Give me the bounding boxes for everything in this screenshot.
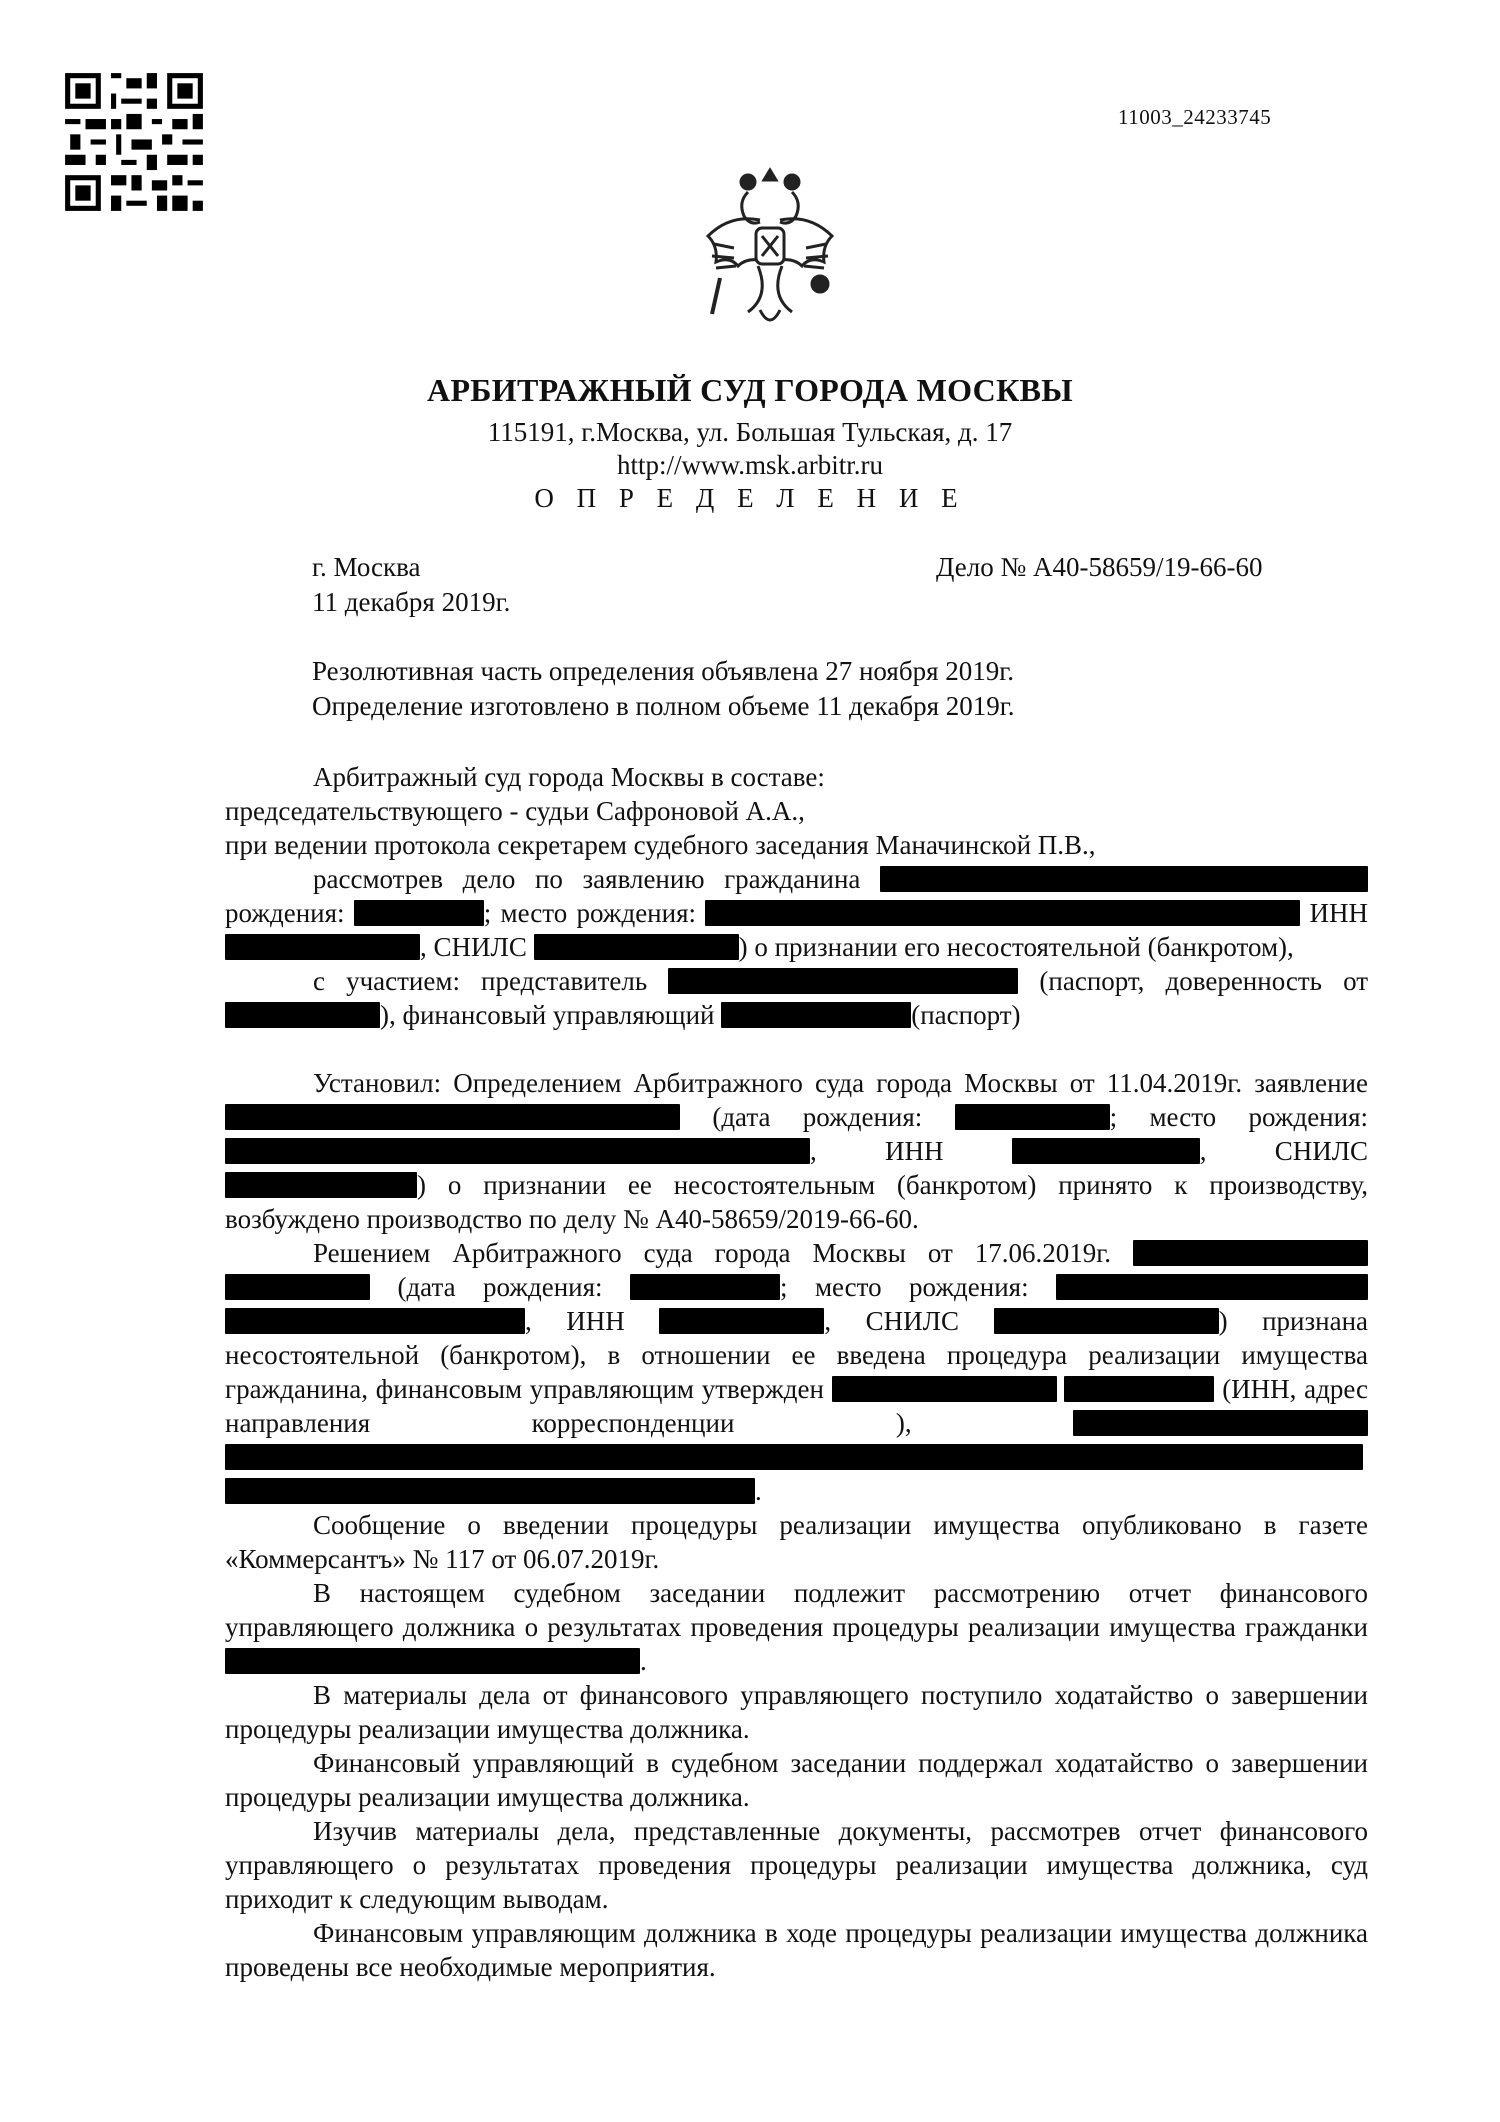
redaction-block	[705, 900, 1300, 926]
court-address: 115191, г.Москва, ул. Большая Тульская, д. 17	[487, 417, 1013, 447]
qr-code	[60, 68, 208, 216]
text: ; место рождения:	[483, 898, 696, 928]
text: с участием: представитель	[313, 966, 648, 996]
announce-line-2: Определение изготовлено в полном объеме 11 декабря 2019г.	[312, 691, 1015, 721]
document-title: О П Р Е Д Е Л Е Н И Е	[534, 483, 966, 513]
text: (паспорт, доверенность от	[1039, 966, 1369, 996]
redaction-block	[1056, 1274, 1368, 1300]
paragraph-established-2	[225, 1236, 1368, 1508]
redaction-block	[668, 968, 1018, 994]
redaction-block	[225, 1274, 370, 1300]
redaction-block	[225, 1478, 755, 1504]
redaction-block	[721, 1002, 911, 1028]
coat-of-arms-emblem	[700, 160, 840, 340]
redaction-block	[1133, 1240, 1368, 1266]
document-id: 11003_24233745	[1118, 105, 1272, 129]
redaction-block	[225, 1172, 417, 1198]
announce-line-1: Резолютивная часть определения объявлена 27 ноября 2019г.	[312, 656, 1015, 686]
city: г. Москва	[312, 552, 421, 582]
text: (паспорт)	[911, 1000, 1021, 1030]
composition-line-1: Арбитражный суд города Москвы в составе:	[313, 762, 825, 792]
redaction-block	[225, 1138, 810, 1164]
redaction-block	[534, 934, 739, 960]
text: ; место рождения:	[780, 1272, 1029, 1302]
text: ; место рождения:	[1109, 1102, 1368, 1132]
paragraph-publication: Сообщение о введении процедуры реализации имущества опубликовано в газете «Коммерсантъ» № 117 от 06.07.2019г.	[225, 1510, 1368, 1574]
redaction-block	[225, 1002, 380, 1028]
text: .	[755, 1476, 762, 1506]
composition-line-3: при ведении протокола секретарем судебного заседания Маначинской П.В.,	[225, 830, 1096, 860]
paragraph-consider	[225, 862, 1368, 964]
redaction-block	[659, 1308, 824, 1334]
text: , ИНН	[525, 1306, 625, 1336]
text: ) о признании его несостоятельной (банкротом),	[738, 932, 1294, 962]
redaction-block	[225, 1308, 525, 1334]
case-number: Дело № А40-58659/19-66-60	[936, 552, 1263, 582]
redaction-block	[354, 900, 484, 926]
redaction-block	[1012, 1138, 1200, 1164]
text: рассмотрев дело по заявлению гражданина	[313, 864, 861, 894]
text: рождения:	[225, 898, 345, 928]
document-date: 11 декабря 2019г.	[312, 587, 511, 617]
redaction-block	[1073, 1410, 1368, 1436]
paragraph-established-1	[225, 1066, 1368, 1236]
redaction-block	[955, 1104, 1110, 1130]
text: (дата рождения:	[712, 1102, 923, 1132]
redaction-block	[630, 1274, 780, 1300]
redaction-block	[225, 1104, 680, 1130]
text: Решением Арбитражного суда города Москвы от 17.06.2019г.	[313, 1238, 1112, 1268]
redaction-block	[225, 934, 420, 960]
redaction-block	[225, 1648, 640, 1674]
text: .	[640, 1646, 647, 1676]
text: , СНИЛС	[1199, 1136, 1369, 1166]
paragraph-report	[225, 1576, 1368, 1678]
text: , СНИЛС	[420, 932, 527, 962]
text: ) признана несостоятельной (банкротом), в отношении ее введена процедура реализации имущества гражданина, финансовым управляющим утвержден	[225, 1306, 1369, 1404]
paragraph-measures: Финансовым управляющим должника в ходе процедуры реализации имущества должника проведены все необходимые мероприятия.	[225, 1918, 1368, 1982]
text: ) о признании ее несостоятельным (банкротом) принято к производству, возбуждено производство по делу № А40-58659/2019-66-60.	[225, 1170, 1368, 1234]
paragraph-support: Финансовый управляющий в судебном заседании поддержал ходатайство о завершении процедуры реализации имущества должника.	[225, 1748, 1368, 1812]
court-name: АРБИТРАЖНЫЙ СУД ГОРОДА МОСКВЫ	[427, 372, 1073, 408]
redaction-block	[225, 1444, 1363, 1470]
paragraph-conclusion: Изучив материалы дела, представленные документы, рассмотрев отчет финансового управляющего о результатах проведения процедуры реализации имущества должника, суд приходит к следующим выводам.	[225, 1816, 1368, 1914]
redaction-block	[994, 1308, 1219, 1334]
document-body	[225, 760, 1368, 1984]
redaction-block	[880, 866, 1368, 892]
paragraph-petition: В материалы дела от финансового управляющего поступило ходатайство о завершении процедуры реализации имущества должника.	[225, 1680, 1368, 1744]
text: ), финансовый управляющий	[380, 1000, 715, 1030]
text: , СНИЛС	[824, 1306, 959, 1336]
composition-line-2: председательствующего - судьи Сафроновой А.А.,	[225, 796, 805, 826]
court-website: http://www.msk.arbitr.ru	[617, 450, 883, 480]
redaction-block	[832, 1376, 1057, 1402]
text: В настоящем судебном заседании подлежит рассмотрению отчет финансового управляющего должника о результатах проведения процедуры реализации имущества гражданки	[225, 1578, 1368, 1642]
redaction-block	[1064, 1376, 1214, 1402]
text: (ИНН, адрес направления корреспонденции ),	[225, 1374, 1369, 1438]
text: Установил: Определением Арбитражного суда города Москвы от 11.04.2019г. заявление	[313, 1068, 1368, 1098]
paragraph-participation	[225, 964, 1368, 1032]
text: , ИНН	[810, 1136, 944, 1166]
text: (дата рождения:	[397, 1272, 603, 1302]
text: ИНН	[1309, 898, 1369, 928]
